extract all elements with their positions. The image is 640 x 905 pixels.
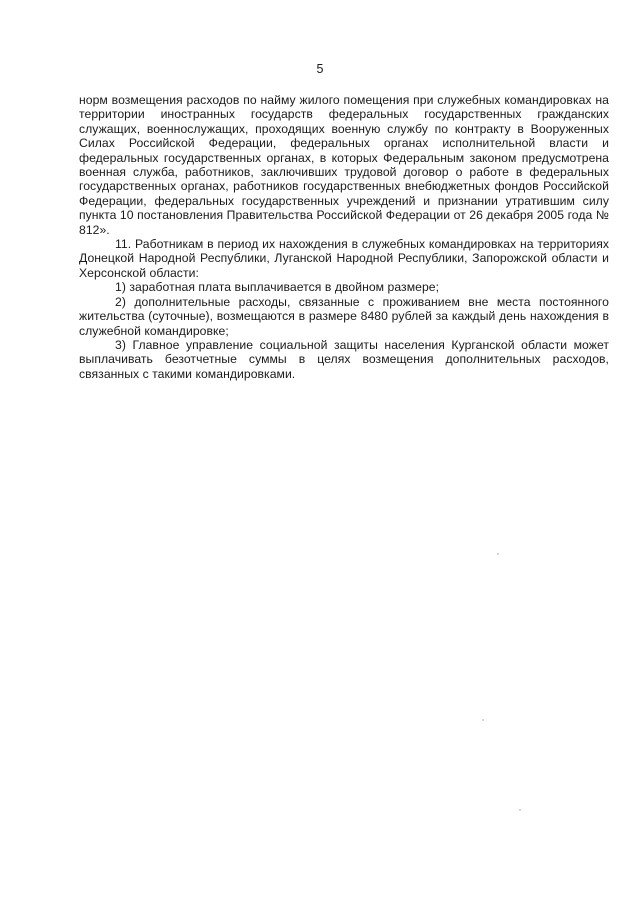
scan-speck [482,719,484,721]
scan-speck [519,809,521,811]
scan-speck [497,553,499,555]
paragraph-subitem-3: 3) Главное управление социальной защиты населения Курганской области может выплачивать безотчетные суммы в целях возмещения дополнительных расходов, связанных с такими командировками. [79,337,609,381]
paragraph-subitem-1: 1) заработная плата выплачивается в двойном размере; [115,280,440,295]
paragraph-item-11: 11. Работникам в период их нахождения в служебных командировках на территориях Донецкой Народной Республики, Луганской Народной Республики, Запорожской области и Херсонской области: [79,237,609,280]
page-number: 5 [316,62,324,76]
paragraph-subitem-2: 2) дополнительные расходы, связанные с проживанием вне места постоянного жительства (суточные), возмещаются в размере 8480 рублей за каждый день нахождения в служебной командировке; [79,294,609,338]
document-body [79,93,609,381]
paragraph-continuation: норм возмещения расходов по найму жилого помещения при служебных командировках на территории иностранных государств федеральных государственных гражданских служащих, военнослужащих, проходящих военную службу по контракту в Вооруженных Силах Российской Федерации, федеральных органах исполнительной власти и федеральных государственных органах, в которых Федеральным законом предусмотрена военная служба, работников, заключивших трудовой договор о работе в федеральных государственных органах, работников государственных внебюджетных фондов Российской Федерации, федеральных государственных учреждений и признании утратившим силу пункта 10 постановления Правительства Российской Федерации от 26 декабря 2005 года № 812». [79,93,609,237]
